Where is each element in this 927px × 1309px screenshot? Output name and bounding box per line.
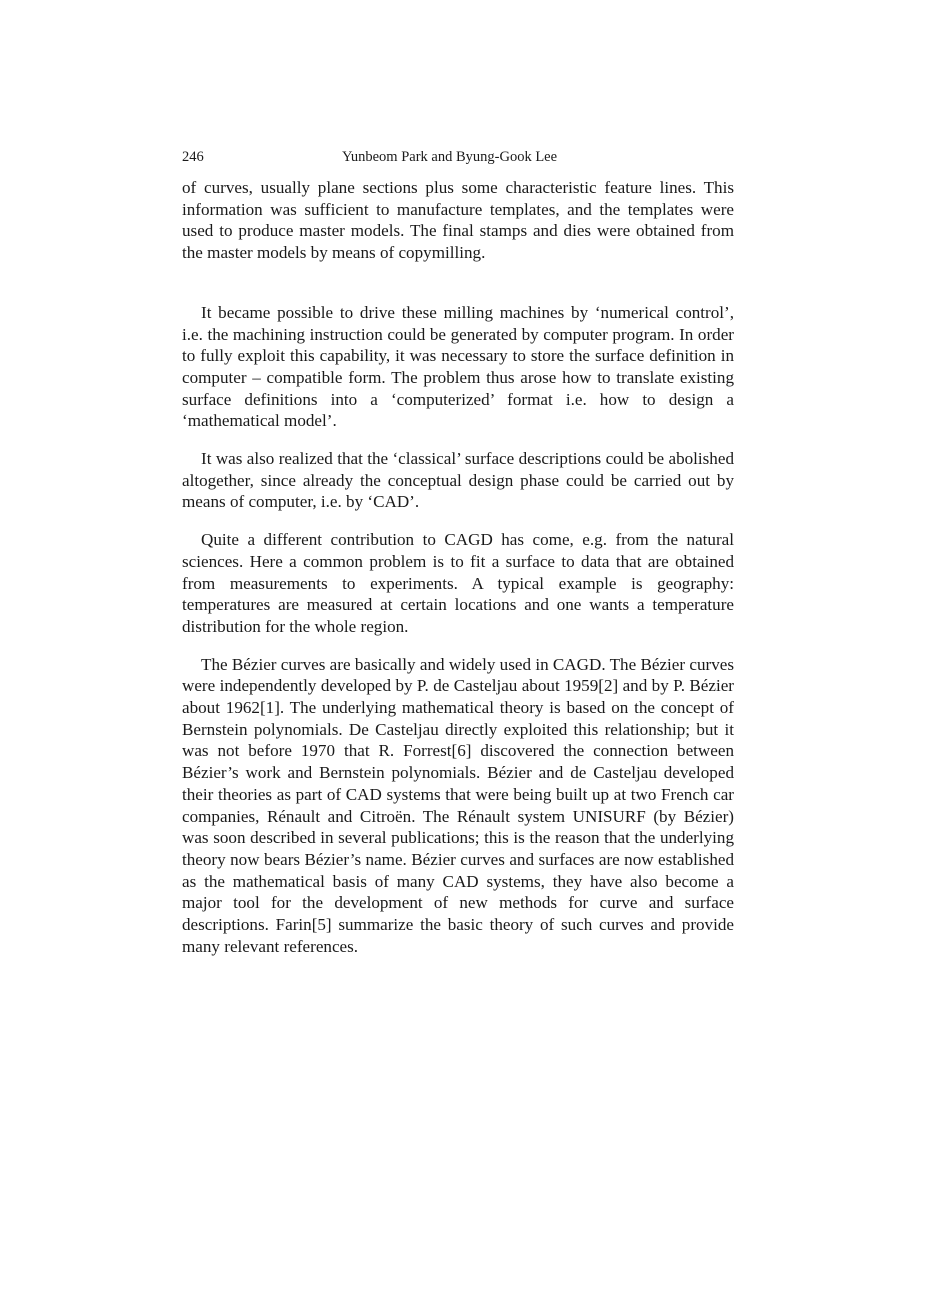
paragraph-natural-sciences: Quite a different contribution to CAGD has come, e.g. from the natural sciences. Here a common problem is to fit a surface to data that are obtained from measurements to experiments. A typical example is geography: temperatures are measured at certain locations and one wants a temperature distribution for the whole region. bbox=[182, 530, 734, 636]
paragraph-classical-descriptions: It was also realized that the ‘classical’ surface descriptions could be abolished altogether, since already the conceptual design phase could be carried out by means of computer, i.e. by ‘CAD’. bbox=[182, 449, 734, 512]
running-head bbox=[182, 147, 734, 167]
paragraph-bezier-curves: The Bézier curves are basically and widely used in CAGD. The Bézier curves were independently developed by P. de Casteljau about 1959[2] and by P. Bézier about 1962[1]. The underlying mathematical theory is based on the concept of Bernstein polynomials. De Casteljau directly exploited this relationship; but it was not before 1970 that R. Forrest[6] discovered the connection between Bézier’s work and Bernstein polynomials. Bézier and de Casteljau developed their theories as part of CAD systems that were being built up at two French car companies, Rénault and Citroën. The Rénault system UNISURF (by Bézier) was soon described in several publications; this is the reason that the underlying theory now bears Bézier’s name. Bézier curves and surfaces are now established as the mathematical basis of many CAD systems, they have also become a major tool for the development of new methods for curve and surface descriptions. Farin[5] summarize the basic theory of such curves and provide many relevant references. bbox=[182, 654, 734, 956]
paragraph-numerical-control: It became possible to drive these milling machines by ‘numerical control’, i.e. the machining instruction could be generated by computer program. In order to fully exploit this capability, it was necessary to store the surface definition in computer – compatible form. The problem thus arose how to translate existing surface definitions into a ‘computerized’ format i.e. how to design a ‘mathematical model’. bbox=[182, 302, 734, 431]
paragraph-continued: of curves, usually plane sections plus some characteristic feature lines. This information was sufficient to manufacture templates, and the templates were used to produce master models. The final stamps and dies were obtained from the master models by means of copymilling. bbox=[182, 178, 734, 263]
page-number: 246 bbox=[182, 149, 204, 165]
body-text bbox=[182, 177, 734, 974]
running-head-authors: Yunbeom Park and Byung-Gook Lee bbox=[342, 149, 558, 165]
